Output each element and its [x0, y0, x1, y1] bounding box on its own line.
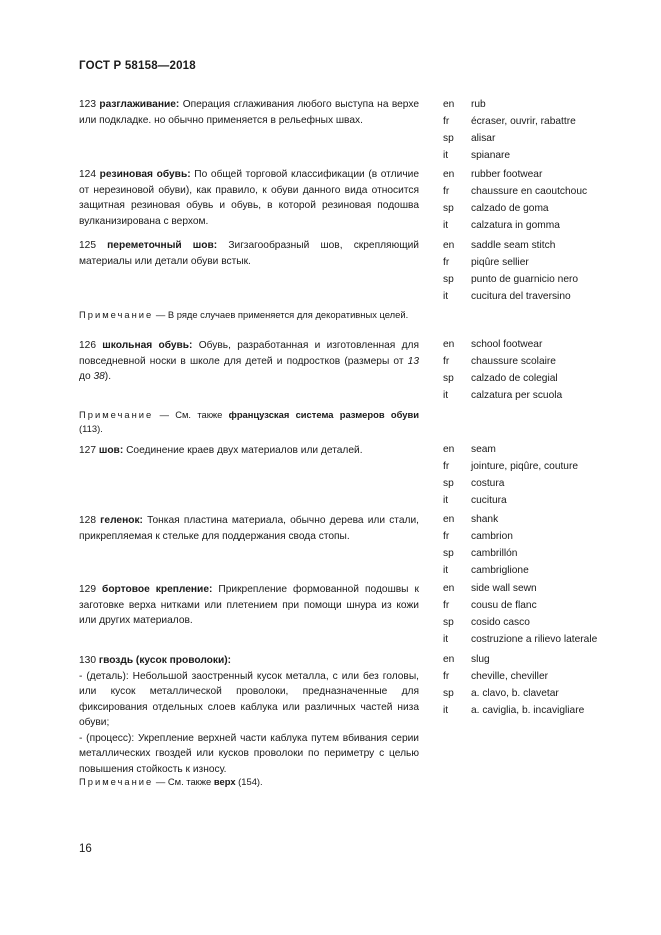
lang-code: it [443, 150, 449, 161]
lang-code: it [443, 705, 449, 716]
term-number: 129 [79, 584, 96, 595]
lang-text: shank [471, 514, 499, 525]
document-header: ГОСТ Р 58158—2018 [79, 60, 196, 72]
lang-code: it [443, 390, 449, 401]
lang-text: a. clavo, b. clavetar [471, 688, 559, 699]
translations-127 [443, 441, 578, 509]
translation-row [443, 475, 578, 492]
term-entry-125 [79, 238, 419, 269]
term-entry-123 [79, 97, 419, 128]
translation-row [443, 271, 578, 288]
term-definition-part: ). [104, 371, 112, 382]
term-definition: Соединение краев двух материалов или деталей. [126, 445, 363, 456]
translation-row [443, 668, 584, 685]
term-definition-item: - (процесс): Укрепление верхней части каблука путем вбивания серии металлических гвоздей или кусков проволоки по периметру с целью повышения стойкость к износу. [79, 732, 419, 775]
translation-row [443, 147, 576, 164]
lang-text: calzado de colegial [471, 373, 558, 384]
lang-code: sp [443, 373, 454, 384]
lang-code: en [443, 169, 455, 180]
translation-row [443, 441, 578, 458]
lang-code: fr [443, 461, 450, 472]
term-definition: Зигзагообразный шов, скрепляющий материалы или детали обуви встык. [79, 240, 419, 267]
translation-row [443, 217, 587, 234]
term-name: резиновая обувь: [99, 169, 191, 180]
lang-text: rubber footwear [471, 169, 543, 180]
term-entry-128 [79, 513, 419, 544]
translation-row [443, 387, 562, 404]
term-definition-part: до [79, 371, 94, 382]
lang-text: chaussure scolaire [471, 356, 556, 367]
translation-row [443, 511, 529, 528]
lang-text: rub [471, 99, 486, 110]
lang-code: it [443, 634, 449, 645]
lang-text: cambrillón [471, 548, 518, 559]
translations-126 [443, 336, 562, 404]
lang-text: cucitura del traversino [471, 291, 571, 302]
lang-text: cambrion [471, 531, 513, 542]
lang-text: calzado de goma [471, 203, 549, 214]
note-reference: верх [213, 776, 236, 787]
lang-code: fr [443, 356, 450, 367]
lang-text: cucitura [471, 495, 507, 506]
lang-code: en [443, 99, 455, 110]
lang-text: spianare [471, 150, 511, 161]
lang-code: fr [443, 257, 450, 268]
size-to: 38 [93, 371, 105, 382]
lang-code: sp [443, 274, 454, 285]
translation-row [443, 113, 576, 130]
translation-row [443, 183, 587, 200]
lang-text: cheville, cheviller [471, 671, 549, 682]
translation-row [443, 336, 562, 353]
lang-code: sp [443, 617, 454, 628]
translation-row [443, 597, 597, 614]
lang-text: cambriglione [471, 565, 529, 576]
lang-code: fr [443, 116, 450, 127]
page-number: 16 [79, 843, 92, 855]
lang-text: side wall sewn [471, 583, 537, 594]
term-definition: Тонкая пластина материала, обычно дерева или стали, прикрепляемая к стельке для поддержания свода стопы. [79, 515, 419, 542]
translation-row [443, 96, 576, 113]
note-reference: французская система размеров обуви [228, 409, 420, 420]
term-name: шов: [98, 445, 124, 456]
term-heading [79, 653, 419, 669]
note-text: — См. также [159, 409, 229, 420]
translation-row [443, 288, 578, 305]
translation-row [443, 651, 584, 668]
translations-123 [443, 96, 576, 164]
translations-125 [443, 237, 578, 305]
term-number: 123 [79, 99, 96, 110]
term-definition: По общей торговой классификации (в отличие от нерезиновой обуви), как правило, к обуви данного вида относится защитная резиновая обувь и обувь, в которой резиновая подошва вулканизирована с верхом. [79, 169, 419, 227]
lang-text: saddle seam stitch [471, 240, 556, 251]
lang-code: it [443, 495, 449, 506]
lang-text: seam [471, 444, 496, 455]
lang-code: it [443, 291, 449, 302]
note-label: Примечание [79, 776, 154, 787]
lang-text: costruzione a rilievo laterale [471, 634, 598, 645]
term-definition: Прикрепление формованной подошвы к заготовке верха нитками или плетением при помощи шнура из кожи или других материалов. [79, 584, 419, 626]
translation-row [443, 166, 587, 183]
lang-code: fr [443, 671, 450, 682]
translation-row [443, 370, 562, 387]
note-text: — См. также [155, 776, 214, 787]
term-entry-130 [79, 653, 419, 777]
translation-row [443, 254, 578, 271]
lang-code: en [443, 514, 455, 525]
lang-text: jointure, piqûre, couture [471, 461, 579, 472]
lang-code: sp [443, 688, 454, 699]
translation-row [443, 545, 529, 562]
translation-row [443, 237, 578, 254]
translation-row [443, 353, 562, 370]
lang-text: calzatura per scuola [471, 390, 563, 401]
note-text: — В ряде случаев применяется для декоративных целей. [155, 309, 409, 320]
lang-code: sp [443, 203, 454, 214]
lang-code: en [443, 583, 455, 594]
term-entry-127 [79, 443, 419, 459]
lang-text: calzatura in gomma [471, 220, 560, 231]
translation-row [443, 528, 529, 545]
lang-code: sp [443, 548, 454, 559]
lang-text: piqûre sellier [471, 257, 529, 268]
size-from: 13 [407, 355, 419, 367]
translation-row [443, 562, 529, 579]
translation-row [443, 200, 587, 217]
lang-code: fr [443, 600, 450, 611]
term-definition-item: - (деталь): Небольшой заостренный кусок металла, с или без головы, или кусок металлической проволоки, предназначенные для фиксирования отдельных слоев каблука или различных частей низа обуви; [79, 670, 419, 728]
term-number: 130 [79, 655, 96, 666]
term-name: переметочный шов: [107, 240, 218, 251]
lang-text: slug [471, 654, 490, 665]
lang-code: fr [443, 186, 450, 197]
term-number: 126 [79, 340, 96, 351]
lang-code: sp [443, 133, 454, 144]
note-130 [79, 775, 419, 789]
lang-code: it [443, 220, 449, 231]
translation-row [443, 685, 584, 702]
lang-text: cousu de flanc [471, 600, 537, 611]
lang-code: en [443, 240, 455, 251]
translation-row [443, 614, 597, 631]
lang-text: écraser, ouvrir, rabattre [471, 116, 576, 127]
lang-text: costura [471, 478, 505, 489]
term-name: разглаживание: [99, 99, 180, 110]
note-label: Примечание [79, 409, 154, 420]
lang-code: en [443, 339, 455, 350]
note-126 [79, 408, 419, 436]
term-number: 124 [79, 169, 96, 180]
translation-row [443, 631, 597, 648]
translation-row [443, 580, 597, 597]
translation-row [443, 492, 578, 509]
translations-128 [443, 511, 529, 579]
term-name: гвоздь (кусок проволоки): [98, 655, 232, 666]
translations-124 [443, 166, 587, 234]
lang-code: fr [443, 531, 450, 542]
translation-row [443, 702, 584, 719]
term-definition-part: Обувь, разработанная и изготовленная для повседневной носки в школе для детей и подростков (размеры от [79, 340, 419, 367]
lang-code: en [443, 654, 455, 665]
note-125 [79, 308, 419, 322]
lang-code: sp [443, 478, 454, 489]
term-number: 125 [79, 240, 96, 251]
translation-row [443, 458, 578, 475]
term-entry-124 [79, 167, 419, 229]
lang-text: chaussure en caoutchouc [471, 186, 588, 197]
lang-text: cosido casco [471, 617, 530, 628]
term-definition: Операция сглаживания любого выступа на верхе или подкладке. но обычно применяется в рельефных швах. [79, 99, 419, 126]
term-name: бортовое крепление: [102, 584, 213, 595]
lang-text: school footwear [471, 339, 543, 350]
translation-row [443, 130, 576, 147]
lang-code: it [443, 565, 449, 576]
term-entry-129 [79, 582, 419, 629]
note-label: Примечание [79, 309, 154, 320]
lang-text: a. caviglia, b. incavigliare [471, 705, 585, 716]
term-name: школьная обувь: [102, 340, 193, 351]
term-name: геленок: [100, 515, 143, 526]
translations-130 [443, 651, 584, 719]
term-entry-126 [79, 338, 419, 385]
note-text: (113). [79, 423, 103, 434]
term-number: 128 [79, 515, 96, 526]
term-number: 127 [79, 445, 96, 456]
lang-code: en [443, 444, 455, 455]
translations-129 [443, 580, 597, 648]
note-text: (154). [235, 776, 263, 787]
lang-text: punto de guarnicio nero [471, 274, 579, 285]
lang-text: alisar [471, 133, 496, 144]
